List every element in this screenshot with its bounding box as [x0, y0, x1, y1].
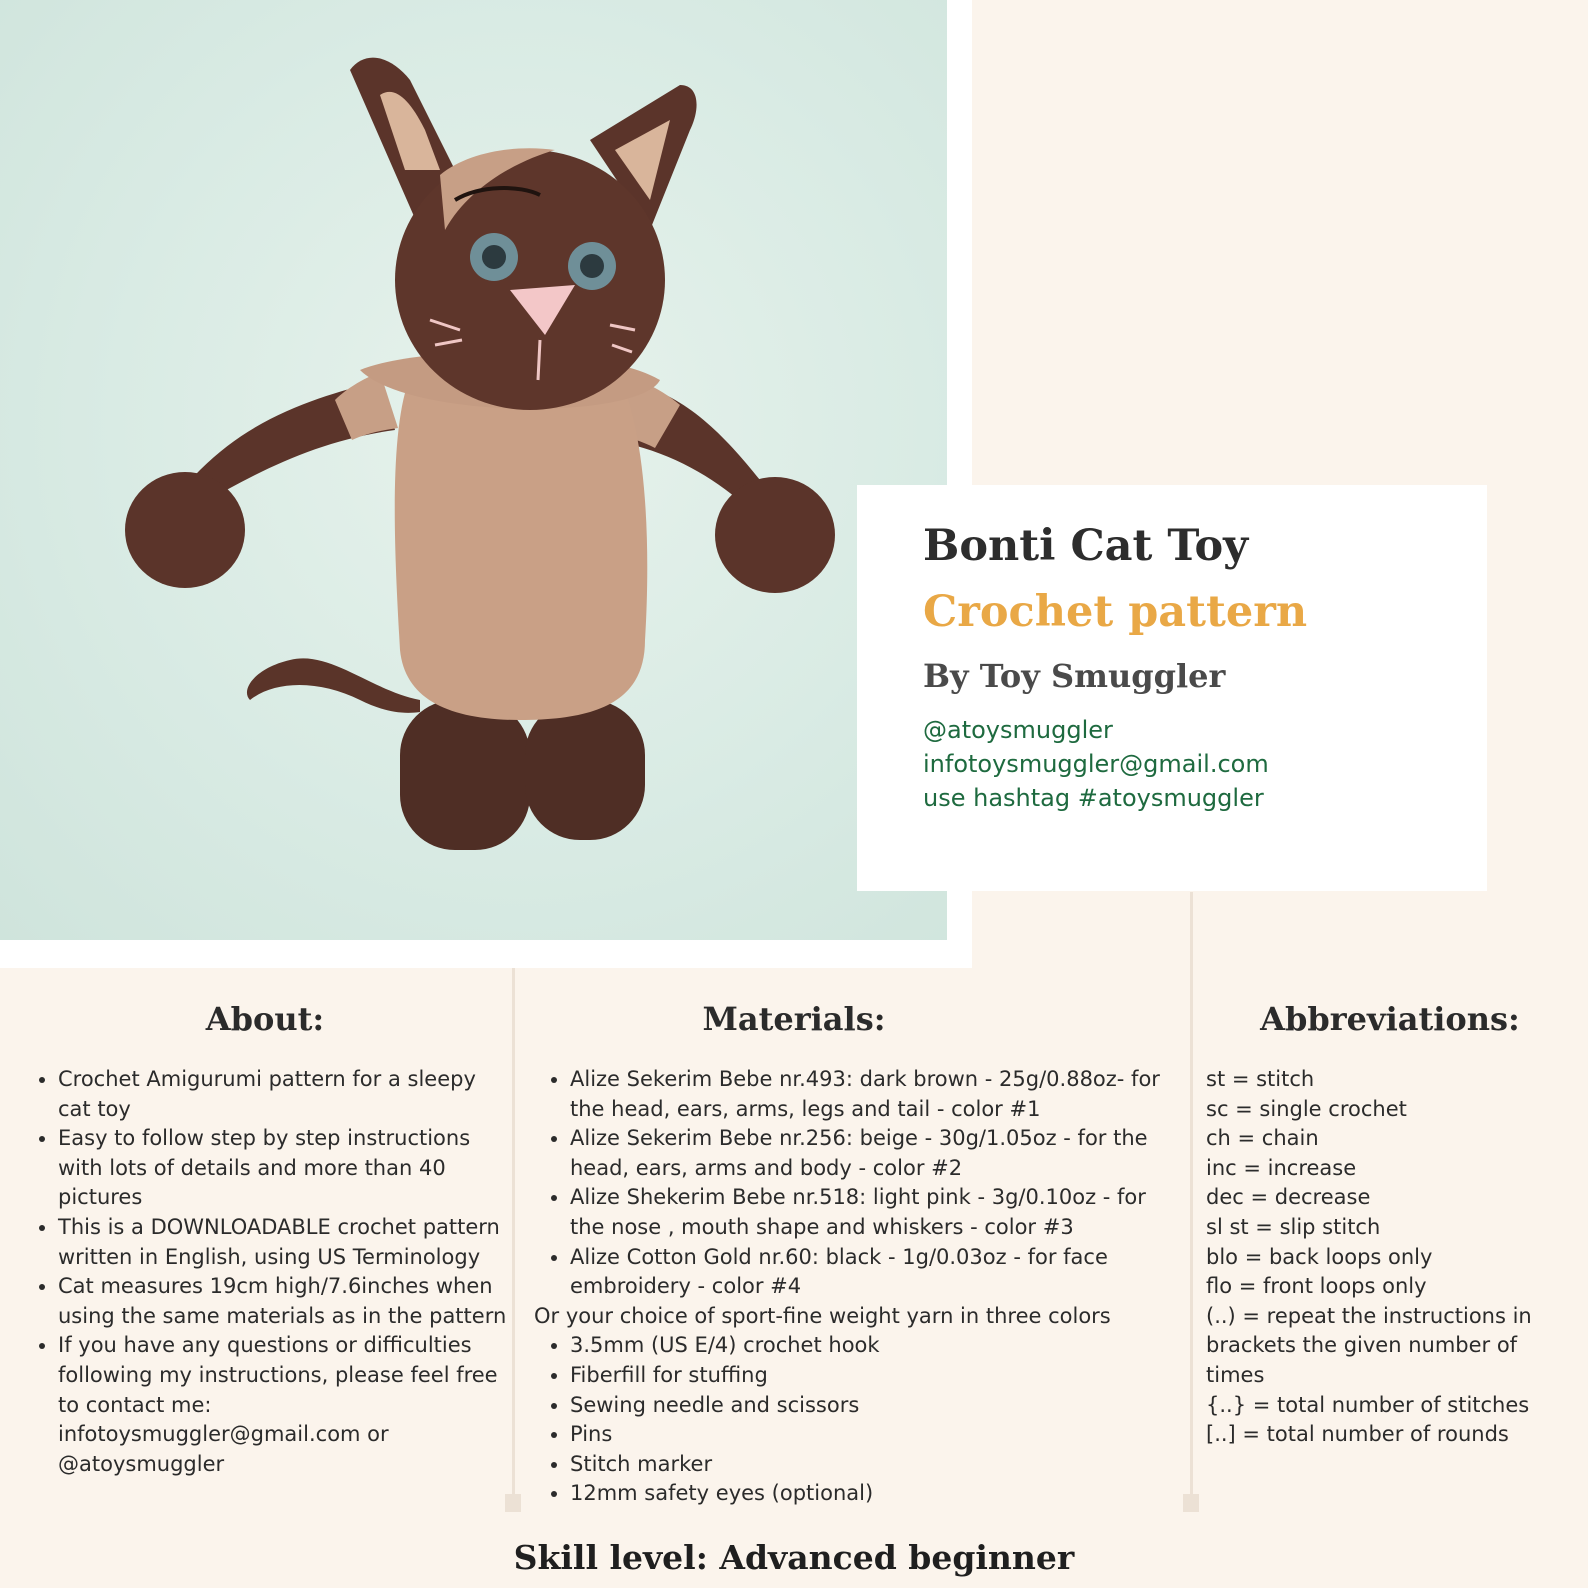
- abbreviations-heading: Abbreviations:: [1260, 1000, 1520, 1038]
- list-item: sl st = slip stitch: [1206, 1214, 1381, 1239]
- cat-tail: [247, 658, 420, 712]
- list-item: • Stitch marker: [570, 1450, 1182, 1480]
- materials-heading: Materials:: [702, 1000, 886, 1038]
- list-item: inc = increase: [1206, 1155, 1357, 1180]
- list-item: {..} = total number of stitches: [1206, 1392, 1530, 1417]
- page-subtitle: Crochet pattern: [923, 587, 1308, 637]
- list-item: st = stitch: [1206, 1067, 1315, 1091]
- list-item: • Alize Sekerim Bebe nr.493: dark brown - 25g/0.88oz- for the head, ears, arms, legs and tail - color #1: [570, 1065, 1182, 1124]
- list-item: blo = back loops only: [1206, 1244, 1433, 1269]
- social-handle[interactable]: @atoysmuggler: [923, 716, 1113, 744]
- list-item: • If you have any questions or difficulties following my instructions, please feel free to contact me: infotoysmuggler@gmail.com or @atoysmuggler: [58, 1331, 508, 1479]
- list-item: ch = chain: [1206, 1126, 1319, 1151]
- contact-email[interactable]: infotoysmuggler@gmail.com: [923, 750, 1269, 778]
- skill-level: Skill level: Advanced beginner: [513, 1538, 1075, 1577]
- author-byline: By Toy Smuggler: [923, 657, 1226, 695]
- cat-body: [395, 360, 648, 720]
- divider-right: [1190, 892, 1193, 1508]
- list-item: • Sewing needle and scissors: [570, 1391, 1182, 1421]
- cat-eye-left-pupil: [482, 245, 506, 269]
- yarn-list: [534, 1065, 1182, 1302]
- list-item: • Crochet Amigurumi pattern for a sleepy cat toy: [58, 1065, 508, 1124]
- list-item: • 3.5mm (US E/4) crochet hook: [570, 1331, 1182, 1361]
- materials-column: [534, 1065, 1182, 1509]
- product-photo: [0, 0, 947, 940]
- crochet-cat-illustration: [0, 0, 947, 940]
- abbreviations-column: [1206, 1065, 1578, 1450]
- list-item: (..) = repeat the instructions in brackets the given number of times: [1206, 1303, 1532, 1387]
- list-item: [..] = total number of rounds: [1206, 1422, 1509, 1447]
- list-item: • 12mm safety eyes (optional): [570, 1479, 1182, 1509]
- photo-frame: [0, 0, 972, 968]
- list-item: • Alize Shekerim Bebe nr.518: light pink - 3g/0.10oz - for the nose , mouth shape and whiskers - color #3: [570, 1183, 1182, 1242]
- list-item: dec = decrease: [1206, 1185, 1371, 1210]
- list-item: • Fiberfill for stuffing: [570, 1361, 1182, 1391]
- cat-leg-right: [525, 700, 645, 840]
- tools-list: [534, 1331, 1182, 1509]
- about-list: [30, 1065, 508, 1479]
- about-heading: About:: [205, 1000, 325, 1038]
- cat-leg-left: [400, 700, 530, 850]
- list-item: sc = single crochet: [1206, 1096, 1407, 1121]
- list-item: • Easy to follow step by step instructions with lots of details and more than 40 pictures: [58, 1124, 508, 1213]
- list-item: flo = front loops only: [1206, 1274, 1427, 1299]
- page-title: Bonti Cat Toy: [923, 521, 1249, 571]
- cat-eye-right-pupil: [580, 254, 604, 278]
- list-item: • Pins: [570, 1420, 1182, 1450]
- about-column: [30, 1065, 508, 1479]
- divider-left-cap: [505, 1494, 521, 1512]
- list-item: • Alize Sekerim Bebe nr.256: beige - 30g/1.05oz - for the head, ears, arms and body - color #2: [570, 1124, 1182, 1183]
- hashtag-note: use hashtag #atoysmuggler: [923, 784, 1264, 812]
- contact-block: [923, 713, 1269, 815]
- list-item: • Cat measures 19cm high/7.6inches when using the same materials as in the pattern: [58, 1272, 508, 1331]
- divider-left: [512, 968, 515, 1508]
- divider-right-cap: [1183, 1494, 1199, 1512]
- cat-paw-left: [125, 472, 245, 588]
- list-item: • Alize Cotton Gold nr.60: black - 1g/0.03oz - for face embroidery - color #4: [570, 1243, 1182, 1302]
- cat-paw-right: [715, 477, 835, 593]
- cat-head: [395, 150, 665, 410]
- title-card: [857, 485, 1487, 891]
- list-item: • This is a DOWNLOADABLE crochet pattern written in English, using US Terminology: [58, 1213, 508, 1272]
- yarn-alternative-note: Or your choice of sport-fine weight yarn in three colors: [534, 1303, 1111, 1328]
